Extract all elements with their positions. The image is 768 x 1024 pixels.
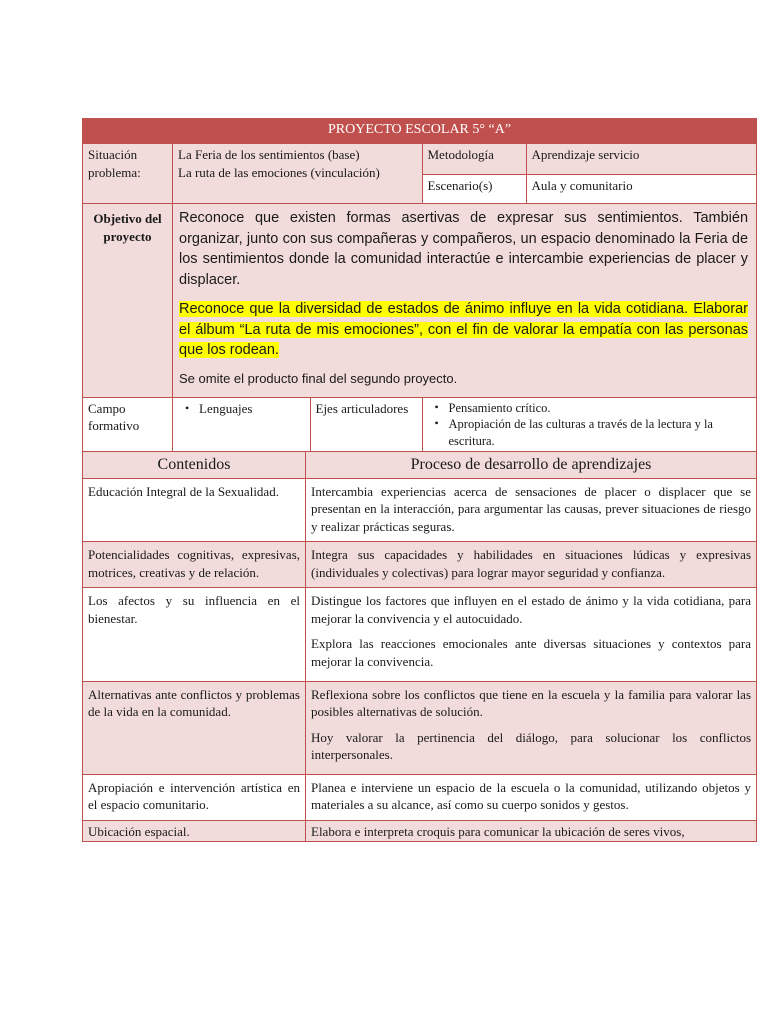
table-row xyxy=(83,478,757,542)
campo-label: Campo formativo xyxy=(83,397,173,452)
proceso-header: Proceso de desarrollo de aprendizajes xyxy=(306,452,757,479)
metodologia-label: Metodología xyxy=(422,144,526,175)
ejes-list-cell xyxy=(422,398,757,452)
contenido-cell: Alternativas ante conflictos y problemas de la vida en la comunidad. xyxy=(83,681,306,774)
campo-list-cell xyxy=(173,398,310,452)
proceso-cell xyxy=(306,542,757,588)
objetivo-paragraph-1: Reconoce que existen formas asertivas de expresar sus sentimientos. También organizar, junto con sus compañeras y compañeros, un espacio denominado la Feria de los sentimientos donde la comunidad interactúe e intercambie experiencias de placer y displacer. xyxy=(179,210,749,288)
proceso-paragraph: Explora las reacciones emocionales ante diversas situaciones y contextos para mejorar la convivencia. xyxy=(311,636,752,669)
proceso-cell: Elabora e interpreta croquis para comunicar la ubicación de seres vivos, xyxy=(306,820,757,842)
table-row xyxy=(83,542,757,588)
contenido-cell: Apropiación e intervención artística en el espacio comunitario. xyxy=(83,774,306,820)
situacion-label: Situación problema: xyxy=(83,144,173,204)
eje-item-2: • Apropiación de las culturas a través de la lectura y la escritura. xyxy=(449,416,753,449)
campo-list xyxy=(181,400,305,418)
situacion-row xyxy=(83,144,757,204)
escenario-value: Aula y comunitario xyxy=(526,175,757,204)
proceso-paragraph: Integra sus capacidades y habilidades en situaciones lúdicas y expresivas (individuales y colectivas) para lograr mayor seguridad y confianza. xyxy=(311,547,752,580)
campo-row xyxy=(83,397,757,452)
contenido-cell: Educación Integral de la Sexualidad. xyxy=(83,478,306,542)
title-row xyxy=(83,119,757,144)
document-page xyxy=(82,118,756,842)
ejes-list xyxy=(431,400,753,450)
proceso-paragraph: Hoy valorar la pertinencia del diálogo, para solucionar los conflictos interpersonales. xyxy=(311,729,752,763)
columns-header-row xyxy=(83,452,757,479)
table-row xyxy=(83,820,757,842)
objetivo-paragraph-2-highlighted: Reconoce que la diversidad de estados de ánimo influye en la vida cotidiana. Elaborar el álbum “La ruta de mis emociones”, con el fin de valorar la empatía con las personas que los rodean. xyxy=(179,301,749,359)
proceso-paragraph: Planea e interviene un espacio de la escuela o la comunidad, utilizando objetos y materiales a su alcance, así como su cuerpo sonidos y gestos. xyxy=(311,779,752,813)
table-row xyxy=(83,774,757,820)
objetivo-text xyxy=(173,204,757,398)
project-table xyxy=(82,118,757,842)
contenidos-header: Contenidos xyxy=(83,452,306,479)
metodologia-value: Aprendizaje servicio xyxy=(526,144,757,175)
situacion-nested xyxy=(173,144,757,203)
situacion-line-1: La Feria de los sentimientos (base) xyxy=(178,147,360,162)
proceso-cell xyxy=(306,774,757,820)
table-row xyxy=(83,681,757,774)
proceso-cell xyxy=(306,681,757,774)
situacion-line-2: La ruta de las emociones (vinculación) xyxy=(178,164,380,180)
campo-nested xyxy=(173,398,757,452)
ejes-label: Ejes articuladores xyxy=(310,398,422,452)
campo-item-lenguajes: • Lenguajes xyxy=(199,400,305,418)
project-title: PROYECTO ESCOLAR 5° “A” xyxy=(83,119,757,144)
contenido-cell: Ubicación espacial. xyxy=(83,820,306,842)
eje-item-1: • Pensamiento crítico. xyxy=(449,400,753,417)
objetivo-label: Objetivo del proyecto xyxy=(83,204,173,398)
table-row xyxy=(83,588,757,681)
situacion-text xyxy=(173,144,422,203)
escenario-label: Escenario(s) xyxy=(422,175,526,204)
contenido-cell: Potencialidades cognitivas, expresivas, motrices, creativas y de relación. xyxy=(83,542,306,588)
contenido-cell: Los afectos y su influencia en el bienestar. xyxy=(83,588,306,681)
proceso-paragraph: Intercambia experiencias acerca de sensaciones de placer o displacer que se presentan en la interacción, para argumentar las causas, prever situaciones de riesgo y realizar prácticas seguras. xyxy=(311,483,752,534)
proceso-paragraph: Distingue los factores que influyen en el estado de ánimo y la vida cotidiana, para mejorar la convivencia y el autocuidado. xyxy=(311,593,752,626)
proceso-paragraph: Reflexiona sobre los conflictos que tiene en la escuela y la familia para valorar las posibles alternativas de solución. xyxy=(311,686,752,720)
proceso-cell xyxy=(306,478,757,542)
proceso-cell xyxy=(306,588,757,681)
objetivo-paragraph-3: Se omite el producto final del segundo proyecto. xyxy=(179,371,458,387)
objetivo-row xyxy=(83,204,757,398)
